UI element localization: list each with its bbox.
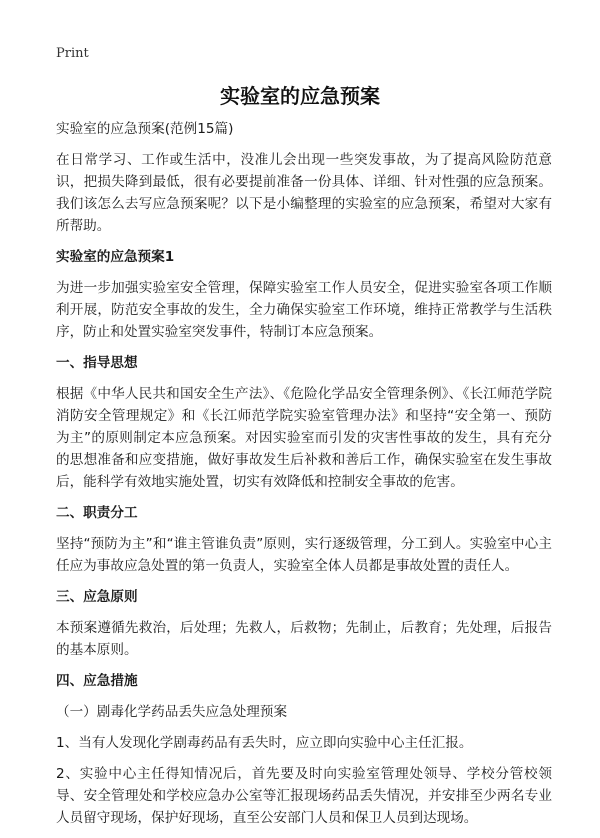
guiding-heading: 一、指导思想: [56, 355, 138, 371]
document-subtitle: 实验室的应急预案(范例15篇): [56, 121, 234, 137]
measures-heading: 四、应急措施: [56, 673, 138, 689]
measure-item-2: 2、实验中心主任得知情况后，首先要及时向实验室管理处领导、学校分管校领导、安全管理处和学校应急办公室等汇报现场药品丢失情况，并安排至少两名专业人员留守现场，保护好现场，直至公安部门人员和保卫人员到达现场。: [56, 766, 552, 826]
print-link[interactable]: Print: [56, 46, 89, 61]
page-title: 实验室的应急预案: [220, 84, 380, 108]
measure-item-1: 1、当有人发现化学剧毒药品有丢失时，应立即向实验中心主任汇报。: [56, 735, 473, 751]
duty-heading: 二、职责分工: [56, 505, 138, 521]
principle-paragraph: 本预案遵循先救治，后处理；先救人，后救物；先制止，后教育；先处理，后报告的基本原则。: [56, 620, 552, 658]
toxic-subheading: （一）剧毒化学药品丢失应急处理预案: [56, 704, 288, 720]
section-heading: 实验室的应急预案1: [56, 249, 175, 265]
intro-paragraph: 在日常学习、工作或生活中，没准儿会出现一些突发事故，为了提高风险防范意识，把损失降到最低，很有必要提前准备一份具体、详细、针对性强的应急预案。我们该怎么去写应急预案呢？以下是小编整理的实验室的应急预案，希望对大家有所帮助。: [56, 152, 552, 234]
document-body: [56, 118, 552, 838]
principle-heading: 三、应急原则: [56, 589, 138, 605]
section-paragraph: 为进一步加强实验室安全管理，保障实验室工作人员安全，促进实验室各项工作顺利开展，防范安全事故的发生，全力确保实验室工作环境，维持正常教学与生活秩序，防止和处置实验室突发事件，特制订本应急预案。: [56, 280, 552, 340]
duty-paragraph: 坚持“预防为主”和“谁主管谁负责”原则，实行逐级管理，分工到人。实验室中心主任应为事故应急处置的第一负责人，实验室全体人员都是事故处置的责任人。: [56, 536, 552, 574]
guiding-paragraph: 根据《中华人民共和国安全生产法》、《危险化学品安全管理条例》、《长江师范学院消防安全管理规定》和《长江师范学院实验室管理办法》和坚持“安全第一、预防为主”的原则制定本应急预案。对因实验室而引发的灾害性事故的发生，具有充分的思想准备和应变措施，做好事故发生后补救和善后工作，确保实验室在发生事故后，能科学有效地实施处置，切实有效降低和控制安全事故的危害。: [56, 386, 552, 490]
